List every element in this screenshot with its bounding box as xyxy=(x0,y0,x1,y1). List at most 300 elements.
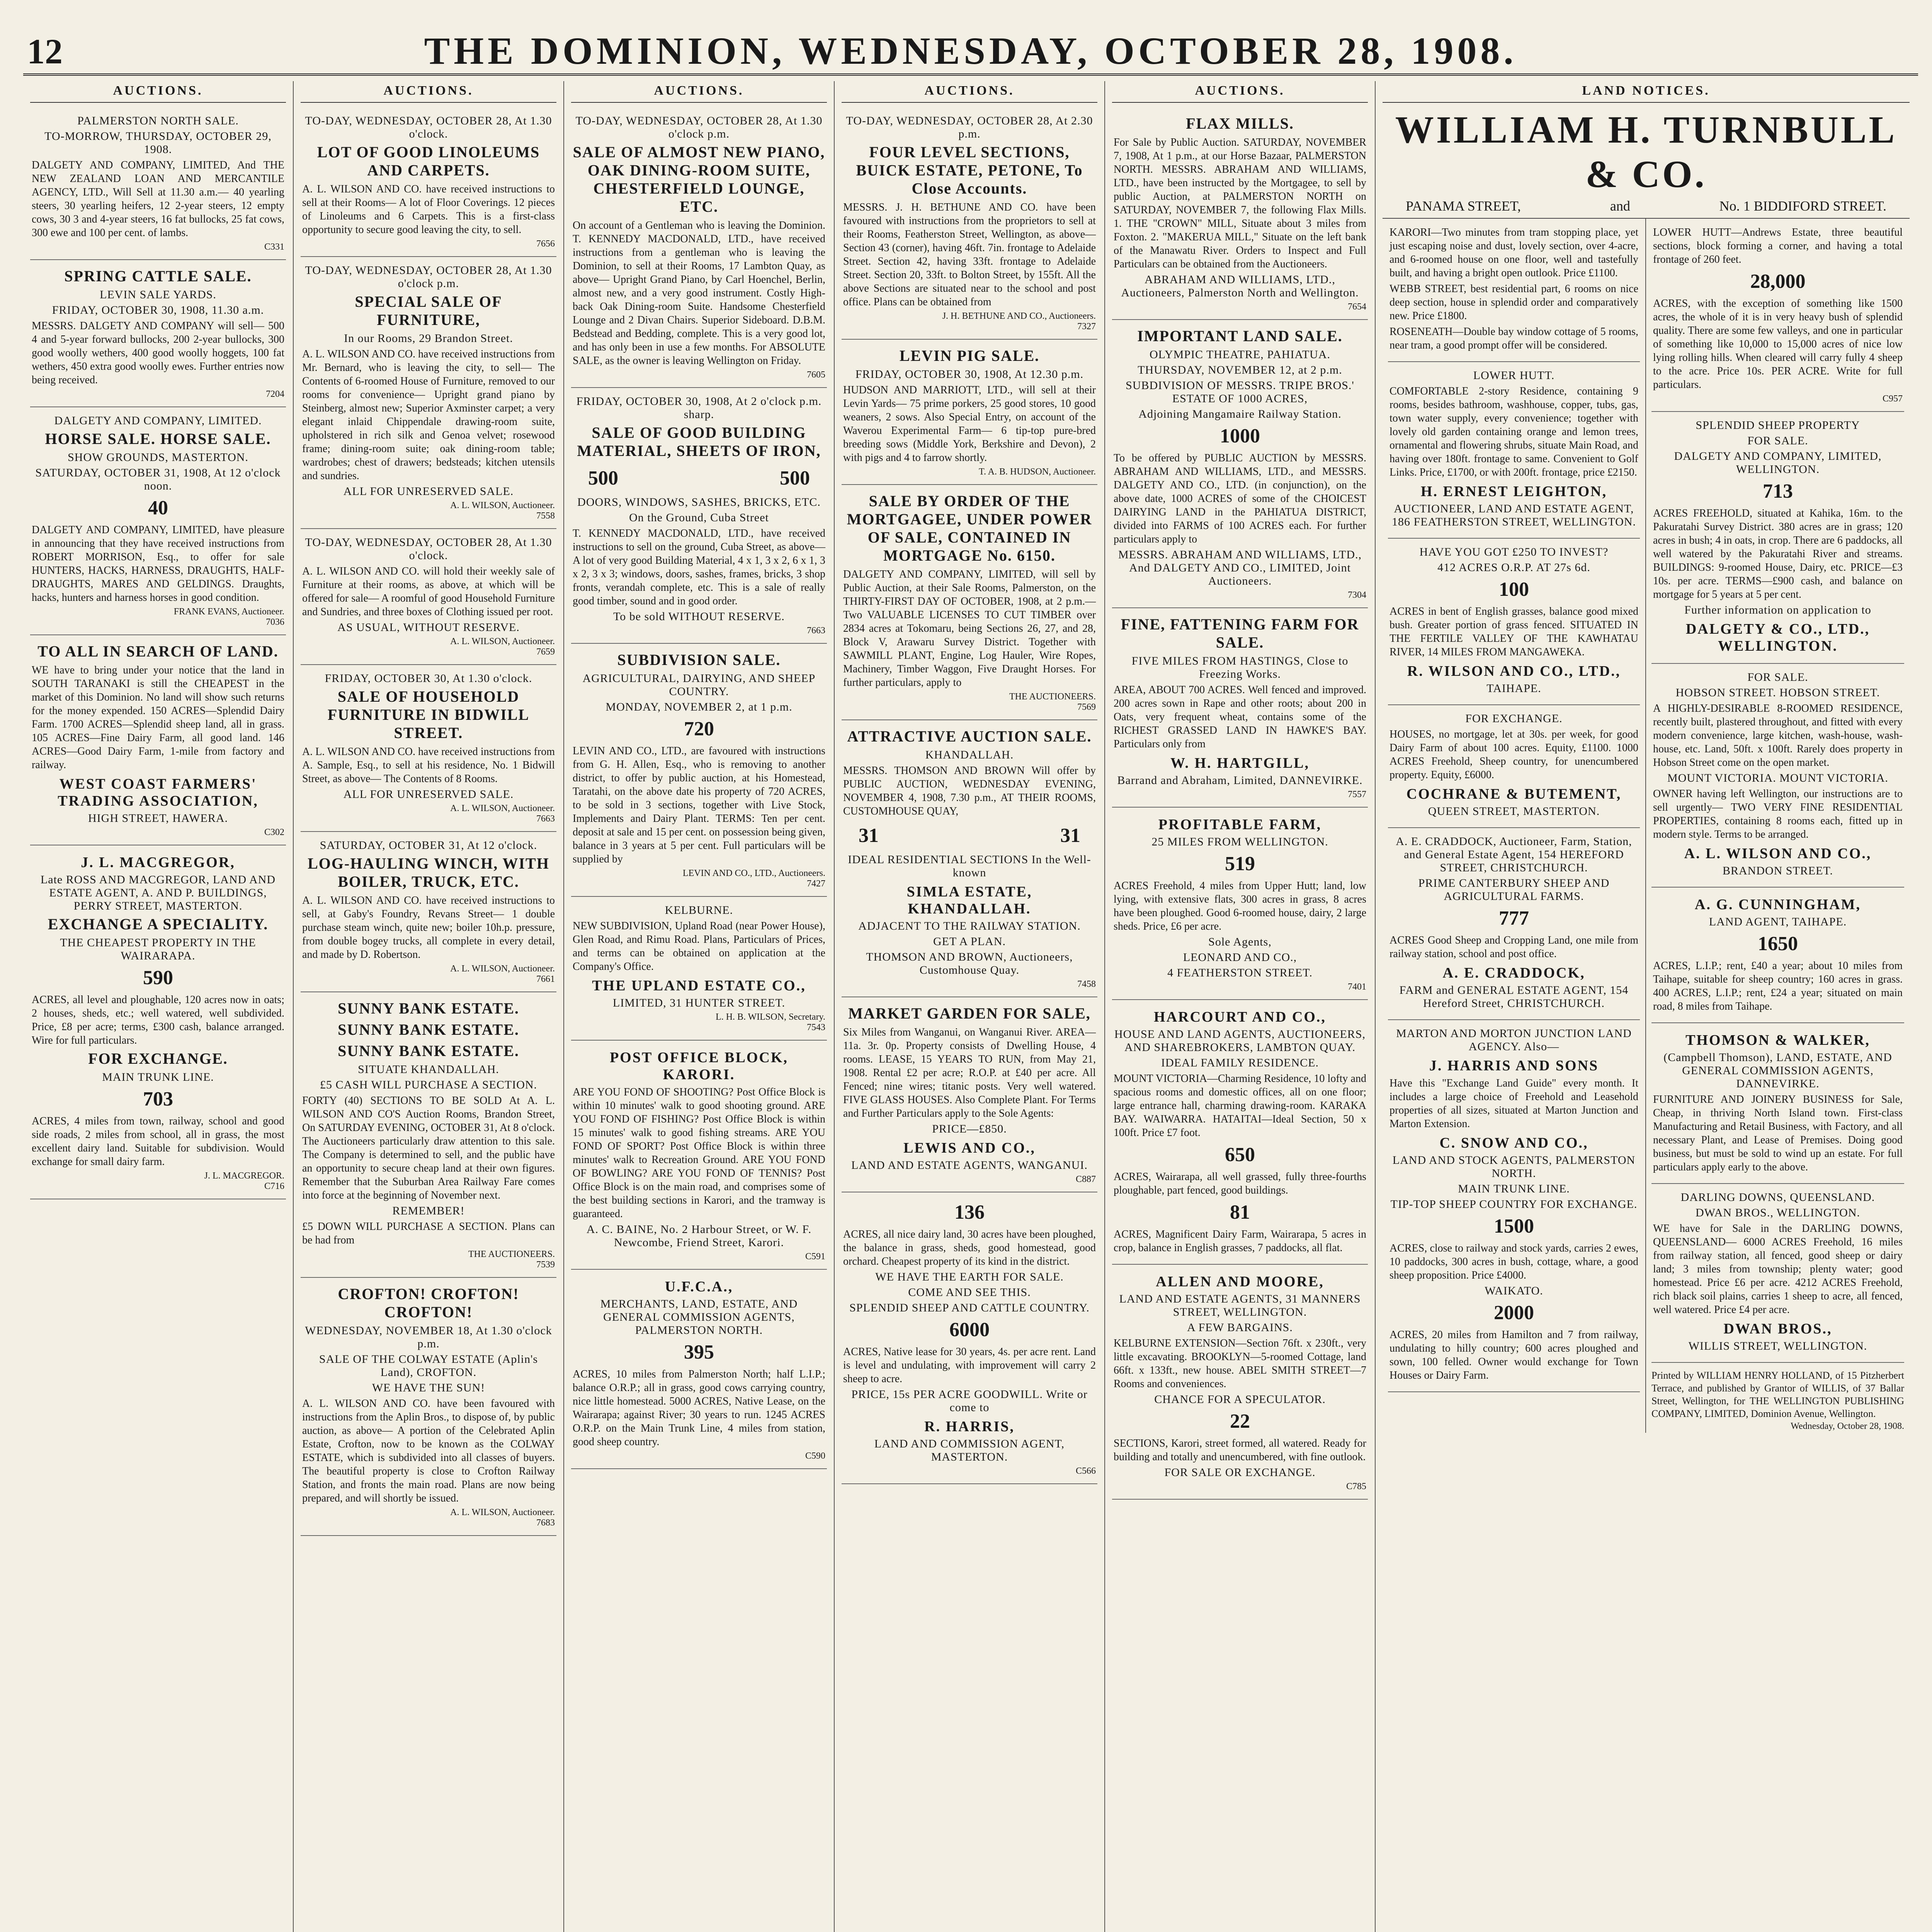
advert-place: SITUATE KHANDALLAH. xyxy=(358,1063,499,1076)
advert xyxy=(1388,1020,1640,1392)
advert-figure-row xyxy=(573,463,825,493)
advert xyxy=(842,485,1097,720)
advert-body: OWNER having left Wellington, our instructions are to sell urgently— TWO VERY FINE RESIDENTIAL PROPERTIES, containing 8 rooms each, fitted up in modern style. Terms to be arranged. xyxy=(1653,788,1903,840)
advert-title: LOWER HUTT. xyxy=(1473,369,1555,382)
advert xyxy=(30,260,286,407)
advert-figure: 519 xyxy=(1225,853,1255,875)
advert-signature: MESSRS. ABRAHAM AND WILLIAMS, LTD., And DALGETY AND CO., LIMITED, Joint Auctioneers. xyxy=(1118,548,1362,587)
advert-body: ACRES, 4 miles from town, railway, school and good side roads, 2 miles from school, all in grass, the most excellent dairy land. Suitable for subdivision. Would exchange for small dairy farm. xyxy=(32,1115,284,1168)
advert-figure: 590 xyxy=(143,967,173,989)
advert-address: HIGH STREET, HAWERA. xyxy=(88,812,228,825)
advert-agent: A. L. WILSON AND CO., xyxy=(1684,845,1872,862)
advert-subtitle: WE HAVE THE SUN! xyxy=(372,1381,485,1394)
advert-body: MESSRS. THOMSON AND BROWN Will offer by PUBLIC AUCTION, WEDNESDAY EVENING, NOVEMBER 4, 1908, 7.30 p.m., AT THEIR ROOMS, CUSTOMHOUSE QUAY, xyxy=(843,765,1096,817)
imprint-date: Wednesday, October 28, 1908. xyxy=(1791,1421,1904,1431)
advert-subtitle: HOBSON STREET. HOBSON STREET. xyxy=(1675,686,1880,699)
advert-title: SUNNY BANK ESTATE. xyxy=(338,1000,519,1017)
advert-body: ACRES, all nice dairy land, 30 acres have been ploughed, the balance in grass, sheds, good homestead, good orchard. Cheapest property of its kind in the district. xyxy=(843,1228,1096,1267)
advert xyxy=(1388,219,1640,362)
advert-subtitle: WAIKATO. xyxy=(1485,1284,1543,1297)
advert-ref: 7327 xyxy=(1077,321,1096,332)
advert xyxy=(1112,107,1368,320)
advert-subtitle: AGRICULTURAL, DAIRYING, AND SHEEP COUNTRY. xyxy=(582,672,816,698)
advert-signature: THE AUCTIONEERS. xyxy=(468,1249,555,1259)
advert-agent: LEWIS AND CO., xyxy=(903,1140,1036,1156)
advert-title: FLAX MILLS. xyxy=(1186,115,1294,132)
advert-title: TO ALL IN SEARCH OF LAND. xyxy=(37,643,279,660)
advert-agent: DALGETY AND COMPANY, LIMITED. xyxy=(54,414,262,427)
advert-body: ACRES, 20 miles from Hamilton and 7 from railway, undulating to hilly country; 600 acres ploughed and sown, 100 felled. Owner would exchange for Town Houses or Dairy Farm. xyxy=(1389,1329,1638,1381)
advert-body: SECTIONS, Karori, street formed, all watered. Ready for building and totally and unencumbered, with fine outlook. xyxy=(1114,1437,1366,1463)
advert-body: ACRES, 10 miles from Palmerston North; half L.I.P.; balance O.R.P.; all in grass, good cows carrying country, nice little homestead. 5000 ACRES, Native Lease, on the Wairarapa; against River; 30 years to run. 1245 ACRES O.R.P. on the Main Trunk Line, 4 miles from station, good sheep country. xyxy=(573,1368,825,1448)
advert-price: PRICE—£850. xyxy=(932,1122,1007,1135)
advert xyxy=(301,257,556,529)
advert-date: TO-DAY, WEDNESDAY, OCTOBER 28, At 1.30 o'clock. xyxy=(305,114,552,140)
advert-agent: SIMLA ESTATE, KHANDALLAH. xyxy=(906,884,1032,917)
advert-body: HUDSON AND MARRIOTT, LTD., will sell at their Levin Yards— 75 prime porkers, 25 good stores, 10 good weaners, 2 sows. Also Special Entry, on account of the Waverou Experimental Farm— 6 tip-top pure-bred breeding sows (Middle York, Berkshire and Devon), 2 with pigs and 4 to farrow shortly. xyxy=(843,384,1096,464)
advert-figure: 136 xyxy=(954,1201,985,1223)
advert-subtitle: DOORS, WINDOWS, SASHES, BRICKS, ETC. xyxy=(577,496,821,509)
column-2 xyxy=(294,81,564,1932)
advert-signature: J. H. BETHUNE AND CO., Auctioneers. xyxy=(942,311,1096,321)
advert xyxy=(842,997,1097,1192)
advert-signature: A. L. WILSON, Auctioneer. xyxy=(450,964,555,974)
advert-subtitle: £5 CASH WILL PURCHASE A SECTION. xyxy=(320,1078,537,1091)
advert-body: ARE YOU FOND OF SHOOTING? Post Office Block is within 10 minutes' walk to good shooting ground. ARE YOU FOND OF FISHING? Post Office Block is within 15 minutes' walk to good fishing streams. ARE YOU FOND OF SPORT? Post Office Block is within three minutes' walk to Recreation Ground. ARE YOU FOND OF BOWLING? ARE YOU FOND OF TENNIS? Post Office Block is on the main road, and comprises some of the best building sections in Karori, and the tramway is guaranteed. xyxy=(573,1086,825,1220)
advert-figure: 81 xyxy=(1230,1201,1250,1223)
advert-body: MOUNT VICTORIA—Charming Residence, 10 lofty and spacious rooms and domestic offices, all on one floor; large entrance hall, charming drawing-room. KARAKA BAY. WAIWARRA. HATAITAI—Ideal Section, 50 x 100ft. Price £7 foot. xyxy=(1114,1073,1366,1139)
advert-title: HORSE SALE. HORSE SALE. xyxy=(45,430,271,447)
advert-subtitle: A FEW BARGAINS. xyxy=(1187,1321,1293,1334)
advert-date: THURSDAY, NOVEMBER 12, at 2 p.m. xyxy=(1138,364,1342,376)
advert-subtitle: THE CHEAPEST PROPERTY IN THE WAIRARAPA. xyxy=(60,936,256,962)
advert xyxy=(842,720,1097,997)
advert-body: ACRES, Native lease for 30 years, 4s. per acre rent. Land is level and undulating, with improvement will carry 2 sheep to acre. xyxy=(843,1346,1096,1385)
advert-date: TO-DAY, WEDNESDAY, OCTOBER 28, At 1.30 o'clock p.m. xyxy=(305,264,552,290)
advert xyxy=(1651,412,1904,664)
advert-subtitle: COME AND SEE THIS. xyxy=(908,1286,1031,1299)
advert-body: ACRES, Magnificent Dairy Farm, Wairarapa, 5 acres in crop, balance in English grasses, 7 paddocks, all flat. xyxy=(1114,1228,1366,1254)
advert-subtitle: DWAN BROS., WELLINGTON. xyxy=(1695,1206,1861,1219)
advert-title: MARKET GARDEN FOR SALE, xyxy=(848,1005,1091,1022)
advert xyxy=(1651,1023,1904,1184)
advert-place: KHANDALLAH. xyxy=(925,748,1014,761)
advert-body: WEBB STREET, best residential part, 6 rooms on nice deep section, house in splendid order and comparatively new. Price £1800. xyxy=(1389,283,1638,322)
advert-subtitle: MERCHANTS, LAND, ESTATE, AND GENERAL COMMISSION AGENTS, PALMERSTON NORTH. xyxy=(600,1298,798,1337)
advert-title: PROFITABLE FARM, xyxy=(1158,816,1322,833)
advert-ref: C302 xyxy=(264,827,284,837)
advert xyxy=(1112,1265,1368,1500)
advert-body: T. KENNEDY MACDONALD, LTD., have received instructions to sell on the ground, Cuba Street, as above— A lot of very good Building Material, 4 x 1, 3 x 2, 6 x 1, 3 x 2, 3 x 3; windows, doors, sashes, frames, bricks, 3 shop fronts, verandah complete, etc. This is a sale of really good timber, sound and in good order. xyxy=(573,527,825,607)
advert xyxy=(1388,539,1640,705)
advert-subtitle: CHANCE FOR A SPECULATOR. xyxy=(1154,1393,1326,1406)
advert-subtitle: Sole Agents, xyxy=(1208,935,1272,948)
advert-signature: A. L. WILSON, Auctioneer. xyxy=(450,803,555,813)
advert-subtitle: 25 MILES FROM WELLINGTON. xyxy=(1151,835,1328,848)
advert xyxy=(1112,320,1368,608)
advert-body: HOUSES, no mortgage, let at 30s. per week, for good Dairy Farm of about 100 acres. Equity, £1100. 1000 ACRES Freehold, Sheep country, for unencumbered property. Equity, £6000. xyxy=(1389,728,1638,781)
advert-body: ACRES, close to railway and stock yards, carries 2 ewes, 10 paddocks, 300 acres in bush, cottage, whare, a good sheep proposition. Price £4000. xyxy=(1389,1242,1638,1281)
land-notice-left xyxy=(1383,219,1646,1433)
advert xyxy=(1112,1000,1368,1265)
advert-figure: 6000 xyxy=(949,1319,990,1341)
advert-subtitle: QUEEN STREET, MASTERTON. xyxy=(1428,805,1600,818)
advert-body: ACRES FREEHOLD, situated at Kahika, 16m. to the Pakuratahi Survey District. 380 acres are in grass; 120 acres in bush; 4 in oats, in crop. There are 6 paddocks, all well watered by the Pakuratahi River and streams. BUILDINGS: 9-roomed House, Dairy, etc. PRICE—£3 10s. per acre. TERMS—£900 cash, and balance on mortgage for 5 years at 5 per cent. xyxy=(1653,507,1903,600)
advert-signature: ABRAHAM AND WILLIAMS, LTD., Auctioneers, Palmerston North and Wellington. xyxy=(1121,273,1359,299)
column-header: AUCTIONS. xyxy=(1112,81,1368,103)
advert xyxy=(30,845,286,1199)
advert-ref: 7661 xyxy=(536,974,555,984)
advert-agent: HARCOURT AND CO., xyxy=(1154,1009,1326,1025)
advert-ref: 7458 xyxy=(1077,979,1096,989)
advert-title: SALE OF HOUSEHOLD FURNITURE IN BIDWILL STREET. xyxy=(327,688,530,742)
advert-subtitle: In our Rooms, 29 Brandon Street. xyxy=(344,332,513,345)
advert-subtitle: ALL FOR UNRESERVED SALE. xyxy=(343,788,514,801)
advert-ref: 7539 xyxy=(536,1260,555,1270)
advert-body: To be offered by PUBLIC AUCTION by MESSRS. ABRAHAM AND WILLIAMS, LTD., and MESSRS. DALGETY AND CO., LTD. (in conjunction), on the above date, 1000 ACRES of some of the CHOICEST DAIRYING LAND in the PAHIATUA DISTRICT, divided into FARMS of 100 ACRES each. For further particulars apply to xyxy=(1114,452,1366,545)
advert-signature: LEVIN AND CO., LTD., Auctioneers. xyxy=(682,868,825,878)
advert-body: COMFORTABLE 2-story Residence, containing 9 rooms, besides bathroom, washhouse, copper, tubs, gas, town water supply, every convenience; together with lovely old garden containing orange and lemon trees, ornamental and flowering shrubs, situate Main Road, and having over 180ft. frontage to same. Convenient to Golf Links. Price, £1700, or with 200ft. frontage, price £2150. xyxy=(1389,385,1638,478)
advert-body: A. L. WILSON AND CO. will hold their weekly sale of Furniture at their rooms, as above, at which will be offered for sale— A roomful of good Household Furniture and Sundries, and three boxes of Clothing issued per root. xyxy=(302,565,555,618)
advert-agent: COCHRANE & BUTEMENT, xyxy=(1406,786,1622,802)
advert-place: PALMERSTON NORTH SALE. xyxy=(77,114,239,127)
advert-body: A HIGHLY-DESIRABLE 8-ROOMED RESIDENCE, recently built, plastered throughout, and fitted with every modern convenience, large kitchen, wash-house, wash-house, etc. Land, 50ft. x 100ft. Rarely does property in Hobson Street come on the open market. xyxy=(1653,702,1903,769)
advert-signature: FRANK EVANS, Auctioneer. xyxy=(173,607,284,617)
advert-ref: 7656 xyxy=(536,239,555,249)
advert-place: On the Ground, Cuba Street xyxy=(629,511,769,524)
advert xyxy=(30,407,286,635)
advert-body: Six Miles from Wanganui, on Wanganui River. AREA—11a. 3r. 0p. Property consists of Dwelling House, 4 rooms. LEASE, 15 YEARS TO RUN, from May 21, 1908. Rental £2 per acre; R.O.P. at £40 per acre. All Fenced; nine wires; titanic posts. Very well watered. FIVE GLASS HOUSES. Also Complete Plant. For Terms and Further Particulars apply to the Sole Agents: xyxy=(843,1026,1096,1119)
turnbull-address-mid: and xyxy=(1610,198,1630,214)
advert-body: LEVIN AND CO., LTD., are favoured with instructions from G. H. Allen, Esq., who is removing to another district, to offer by public auction, at his Homestead, Taratahi, on the above date his property of 720 ACRES, to be sold in 3 sections, together with Live Stock, Implements and Dairy Plant. TERMS: Ten per cent. deposit at sale and 15 per cent. on possession being given, balance in 3 years at 5 per cent. Full particulars will be supplied by xyxy=(573,745,825,865)
advert-body: FORTY (40) SECTIONS TO BE SOLD At A. L. WILSON AND CO'S Auction Rooms, Brandon Street, On SATURDAY EVENING, OCTOBER 31, At 8 o'clock. The Auctioneers particularly draw attention to this sale. The Company is determined to sell, and the public have an opportunity to secure cheap land at their own figures. Remember that the Suburban Area Railway Fare comes into force at the beginning of November next. xyxy=(302,1095,555,1201)
advert-ref: C566 xyxy=(1075,1466,1096,1476)
advert-agent: A. E. CRADDOCK, xyxy=(1442,965,1585,981)
advert-body: ACRES in bent of English grasses, balance good mixed bush. Greater portion of grass fenced. SITUATED IN THE FERTILE VALLEY OF THE KAWHATAU RIVER, 14 MILES FROM MANGAWEKA. xyxy=(1389,605,1638,658)
advert-ref: C591 xyxy=(805,1252,825,1262)
advert-title: IMPORTANT LAND SALE. xyxy=(1137,327,1343,345)
advert xyxy=(1651,1184,1904,1363)
advert xyxy=(571,1270,827,1469)
advert-body: ACRES, L.I.P.; rent, £40 a year; about 10 miles from Taihape, suitable for sheep country; 160 acres in grass. 400 ACRES, L.I.P.; rent, £24 a year; situated on main road, 8 miles from Taihape. xyxy=(1653,960,1903,1012)
advert-ref: 7558 xyxy=(536,511,555,521)
advert xyxy=(1651,219,1904,412)
advert-ref: 7543 xyxy=(807,1022,825,1032)
advert-body: A. L. WILSON AND CO. have been favoured with instructions from the Aplin Bros., to dispose of, by public auction, as above— A portion of the Celebrated Aplin Estate, Crofton, now to be known as the COLWAY ESTATE, which is subdivided into all classes of buyers. The beautiful property is close to Crofton Railway Station, and fronts the main road. Plans are now being prepared, and will shortly be issued. xyxy=(302,1398,555,1504)
advert-agent: J. L. MACGREGOR, xyxy=(81,854,235,871)
advert-body: £5 DOWN WILL PURCHASE A SECTION. Plans can be had from xyxy=(302,1221,555,1246)
advert-subtitle: LAND AND STOCK AGENTS, PALMERSTON NORTH. xyxy=(1392,1154,1636,1180)
advert xyxy=(301,665,556,832)
advert-body: KELBURNE EXTENSION—Section 76ft. x 230ft., very little excavating. BROOKLYN—5-roomed Cottage, land 66ft. x 133ft., new house. ABEL SMITH STREET—7 Rooms and conveniences. xyxy=(1114,1337,1366,1390)
advert xyxy=(842,1192,1097,1484)
column-header: AUCTIONS. xyxy=(30,81,286,103)
advert-figure: 500 xyxy=(588,467,618,489)
advert-date: SATURDAY, OCTOBER 31, 1908, At 12 o'clock noon. xyxy=(35,466,281,492)
advert-title: MARTON AND MORTON JUNCTION LAND AGENCY. Also— xyxy=(1396,1027,1632,1053)
advert-place: MAIN TRUNK LINE. xyxy=(102,1071,214,1083)
advert-body: ACRES, Wairarapa, all well grassed, fully three-fourths ploughable, part fenced, good buildings. xyxy=(1114,1171,1366,1196)
advert-body: ACRES Good Sheep and Cropping Land, one mile from railway station, school and post office. xyxy=(1389,934,1638,960)
advert-title: FOUR LEVEL SECTIONS, BUICK ESTATE, PETONE, To Close Accounts. xyxy=(856,143,1083,197)
advert-body: ROSENEATH—Double bay window cottage of 5 rooms, near tram, a good prompt offer will be considered. xyxy=(1389,326,1638,351)
advert-ref: 7036 xyxy=(266,617,284,627)
advert-title: POST OFFICE BLOCK, KARORI. xyxy=(610,1049,788,1083)
advert-title: SUNNY BANK ESTATE. xyxy=(338,1021,519,1038)
advert-subtitle: A. E. CRADDOCK, Auctioneer, Farm, Station, and General Estate Agent, 154 HEREFORD STREET, CHRISTCHURCH. xyxy=(1396,835,1632,874)
advert-figure: 713 xyxy=(1763,480,1793,502)
advert-ref: 7204 xyxy=(266,389,284,399)
masthead xyxy=(23,27,1918,76)
advert-body: On account of a Gentleman who is leaving the Dominion. T. KENNEDY MACDONALD, LTD., have received instructions from a gentleman who is leaving the Dominion, to sell at their Rooms, 17 Lambton Quay, as above— Upright Grand Piano, by Carl Hoenchel, Berlin, almost new, and a very good instrument. Costly High-back Oak Dining-room Suite. Handsome Chesterfield Lounge and 2 Divan Chairs. Superior Sideboard. D.B.M. Bedstead and Bedding, complete. This is a very good lot, and has only been in use a few months. For ABSOLUTE SALE, as the owner is leaving Wellington on Friday. xyxy=(573,219,825,367)
printer-imprint xyxy=(1651,1369,1904,1433)
advert-body: Have this "Exchange Land Guide" every month. It includes a large choice of Freehold and Leasehold properties of all sizes, situated at Marton Junction and Marton Extension. xyxy=(1389,1077,1638,1130)
advert-subtitle: FOR SALE OR EXCHANGE. xyxy=(1164,1466,1316,1479)
advert xyxy=(571,644,827,897)
advert-ref: 7304 xyxy=(1348,590,1366,600)
advert-agent: H. ERNEST LEIGHTON, xyxy=(1420,483,1607,500)
advert xyxy=(1112,608,1368,808)
advert-place: LEVIN SALE YARDS. xyxy=(100,288,216,301)
advert-title: SPECIAL SALE OF FURNITURE, xyxy=(355,293,502,328)
advert-body: ACRES, all level and ploughable, 120 acres now in oats; 2 houses, sheds, etc.; well watered, well subdivided. Price, £8 per acre; terms, £300 cash, balance arranged. Wire for full particulars. xyxy=(32,994,284,1046)
advert-subtitle: 4 FEATHERSTON STREET. xyxy=(1167,966,1313,979)
advert-ref: C887 xyxy=(1075,1174,1096,1184)
advert-body: MESSRS. J. H. BETHUNE AND CO. have been favoured with instructions from the proprietors to sell at their Rooms, Featherston Street, Wellington, as above— Section 43 (corner), having 46ft. 7in. frontage to Adelaide Street. Section 42, having 33ft. frontage to Adelaide Street. Section 20, 33ft. to Bolton Street, by 155ft. All the above Sections are situated near to the school and post office. Plans can be obtained from xyxy=(843,201,1096,308)
turnbull-heading: WILLIAM H. TURNBULL & CO. xyxy=(1395,108,1897,196)
advert-figure: 31 xyxy=(859,825,879,847)
advert-ref: 7401 xyxy=(1348,982,1366,992)
advert xyxy=(1388,705,1640,828)
advert-subtitle: 412 ACRES O.R.P. AT 27s 6d. xyxy=(1437,561,1590,574)
advert-body: A. L. WILSON AND CO. have received instructions from Mr. Bernard, who is leaving the city, to sell— The Contents of 6-roomed House of Furniture, removed to our rooms for convenience— Upright grand piano by Steinberg, almost new; Superior Axminster carpet; a very elegant inlaid Chippendale drawing-room suite, upholstered in rich silk and Genoa velvet; rosewood frame; dining-room suite; oak dining-room table; wardrobes; chest of drawers; bedsteads; kitchen utensils and sundries. xyxy=(302,348,555,482)
advert-body: A. L. WILSON AND CO. have received instructions to sell at their Rooms— A lot of Floor Coverings. 12 pieces of Linoleums and 6 Carpets. This is a first-class opportunity to secure good leaving the city, to sell. xyxy=(302,183,555,236)
advert-figure: 1000 xyxy=(1220,425,1260,447)
advert-price: PRICE, 15s PER ACRE GOODWILL. Write or come to xyxy=(851,1388,1088,1414)
advert xyxy=(1112,808,1368,1000)
advert-title: DARLING DOWNS, QUEENSLAND. xyxy=(1680,1191,1875,1204)
advert xyxy=(571,388,827,644)
advert-subtitle: BRANDON STREET. xyxy=(1722,864,1833,877)
advert xyxy=(301,1278,556,1536)
advert-subtitle: Barrand and Abraham, Limited, DANNEVIRKE. xyxy=(1117,774,1363,787)
advert-subtitle: WE HAVE THE EARTH FOR SALE. xyxy=(875,1270,1064,1283)
advert-subtitle: FOR SALE. xyxy=(1747,434,1808,447)
turnbull-address xyxy=(1383,198,1910,219)
advert-signature: L. H. B. WILSON, Secretary. xyxy=(716,1012,825,1022)
column-4 xyxy=(835,81,1105,1932)
advert-title: LOG-HAULING WINCH, WITH BOILER, TRUCK, ETC. xyxy=(308,855,549,890)
land-notice-right xyxy=(1646,219,1910,1433)
advert xyxy=(1651,664,1904,888)
advert-signature: THOMSON AND BROWN, Auctioneers, Customhouse Quay. xyxy=(866,951,1073,976)
advert-title: LOT OF GOOD LINOLEUMS AND CARPETS. xyxy=(317,143,540,179)
advert-signature: J. L. MACGREGOR. xyxy=(204,1171,284,1181)
advert-ref: 7663 xyxy=(536,814,555,824)
advert-subtitle: ALL FOR UNRESERVED SALE. xyxy=(343,485,514,498)
advert-agent: THOMSON & WALKER, xyxy=(1685,1032,1870,1048)
advert-body: ACRES Freehold, 4 miles from Upper Hutt; land, low lying, with extensive flats, 300 acres in grass, 8 acres have been ploughed. Good 6-roomed house, dairy, 2 large sheds. Price, £6 per acre. xyxy=(1114,880,1366,932)
advert-ref: 7659 xyxy=(536,647,555,657)
advert-agent: DWAN BROS., xyxy=(1723,1321,1832,1337)
advert-subtitle: SALE OF THE COLWAY ESTATE (Aplin's Land), CROFTON. xyxy=(319,1353,538,1379)
advert-figure: 720 xyxy=(684,718,714,740)
newspaper-title: THE DOMINION, WEDNESDAY, OCTOBER 28, 1908. xyxy=(424,29,1517,72)
advert-figure-row xyxy=(843,820,1096,851)
advert-date: TO-DAY, WEDNESDAY, OCTOBER 28, At 1.30 o'clock. xyxy=(305,536,552,562)
advert-place: SHOW GROUNDS, MASTERTON. xyxy=(68,451,248,464)
advert-agent: LEONARD AND CO., xyxy=(1183,951,1297,964)
advert-ref: C331 xyxy=(264,242,284,252)
advert xyxy=(842,340,1097,485)
imprint-text: Printed by WILLIAM HENRY HOLLAND, of 15 Pitzherbert Terrace, and published by Grantor of WILLIS, of 37 Ballar Street, Wellington, for THE WELLINGTON PUBLISHING COMPANY, LIMITED, Dominion Avenue, Wellington. xyxy=(1651,1370,1904,1419)
advert-title: ATTRACTIVE AUCTION SALE. xyxy=(847,728,1092,745)
advert-date: FRIDAY, OCTOBER 30, At 1.30 o'clock. xyxy=(325,672,532,685)
advert xyxy=(30,107,286,260)
advert-title: SUBDIVISION SALE. xyxy=(617,651,781,668)
advert-subtitle: (Campbell Thomson), LAND, ESTATE, AND GENERAL COMMISSION AGENTS, DANNEVIRKE. xyxy=(1663,1051,1892,1090)
column-1 xyxy=(23,81,294,1932)
column-3 xyxy=(564,81,835,1932)
advert-date: MONDAY, NOVEMBER 2, at 1 p.m. xyxy=(605,701,793,713)
advert xyxy=(1388,362,1640,539)
advert-subtitle: SPLENDID SHEEP AND CATTLE COUNTRY. xyxy=(849,1301,1090,1314)
advert-figure: 2000 xyxy=(1494,1302,1534,1324)
advert-subtitle: Late ROSS AND MACGREGOR, LAND AND ESTATE AGENT, A. AND P. BUILDINGS, PERRY STREET, MASTERTON. xyxy=(40,873,276,912)
advert-ref: C957 xyxy=(1882,394,1903,404)
advert-figure: 703 xyxy=(143,1088,173,1110)
advert-subtitle: TAIHAPE. xyxy=(1486,682,1541,695)
advert-signature: A. L. WILSON, Auctioneer. xyxy=(450,636,555,646)
advert-date: TO-DAY, WEDNESDAY, OCTOBER 28, At 1.30 o'clock p.m. xyxy=(575,114,823,140)
advert-ref: 7605 xyxy=(807,370,825,380)
advert xyxy=(1388,828,1640,1020)
advert-body: LOWER HUTT—Andrews Estate, three beautiful sections, block forming a corner, and having a total frontage of 260 feet. xyxy=(1653,226,1903,265)
advert-figure: 777 xyxy=(1499,907,1529,929)
column-5 xyxy=(1105,81,1376,1932)
advert xyxy=(842,107,1097,340)
advert-figure: 1500 xyxy=(1494,1215,1534,1237)
advert xyxy=(571,1041,827,1270)
advert-ref: C716 xyxy=(264,1181,284,1191)
advert-figure: 100 xyxy=(1499,578,1529,600)
advert-date: FRIDAY, OCTOBER 30, 1908, At 2 o'clock p.m. sharp. xyxy=(576,395,822,421)
advert-subtitle: AUCTIONEER, LAND AND ESTATE AGENT, 186 FEATHERSTON STREET, WELLINGTON. xyxy=(1392,502,1636,528)
advert-date: FRIDAY, OCTOBER 30, 1908, At 12.30 p.m. xyxy=(855,368,1084,381)
page-number: 12 xyxy=(27,32,63,71)
advert-agent: U.F.C.A., xyxy=(665,1279,733,1295)
advert-title: SPLENDID SHEEP PROPERTY xyxy=(1696,419,1860,432)
advert-date: TO-DAY, WEDNESDAY, OCTOBER 28, At 2.30 p.m. xyxy=(846,114,1093,140)
advert-subtitle: FARM and GENERAL ESTATE AGENT, 154 Hereford Street, CHRISTCHURCH. xyxy=(1399,984,1629,1010)
advert-subtitle: Further information on application to xyxy=(1684,604,1871,616)
column-header: AUCTIONS. xyxy=(842,81,1097,103)
advert-subtitle: AS USUAL, WITHOUT RESERVE. xyxy=(337,621,520,634)
advert-title: CROFTON! CROFTON! CROFTON! xyxy=(338,1285,519,1321)
advert-figure: 22 xyxy=(1230,1410,1250,1432)
advert-body: WE have to bring under your notice that the land in SOUTH TARANAKI is still the CHEAPEST in the market of this Dominion. No land will show such returns for the money expended. 150 ACRES—Splendid Dairy Farm. 1700 ACRES—Splendid sheep land, all in grass. 105 ACRES—Fine Dairy Farm, all good land. 146 ACRES—Good Dairy Farm, 1-mile from factory and railway. xyxy=(32,664,284,771)
advert-place: KELBURNE. xyxy=(665,904,733,917)
advert-agent: A. G. CUNNINGHAM, xyxy=(1695,896,1861,913)
advert-body: DALGETY AND COMPANY, LIMITED, will sell by Public Auction, at their Sale Rooms, Palmerston, on the THIRTY-FIRST DAY OF OCTOBER, 1908, at 2 p.m.— Two VALUABLE LICENSES TO CUT TIMBER over 2834 acres at Tokomaru, being Sections 26, 27, and 28, Block V, Arawaru Survey District. Together with SAWMILL PLANT, Engine, Log Hauler, Wire Ropes, Machinery, Timber Waggon, Five Draught Horses. For further particulars, apply to xyxy=(843,568,1096,689)
advert-agent: C. SNOW AND CO., xyxy=(1439,1135,1588,1151)
advert-subtitle: Adjoining Mangamaire Railway Station. xyxy=(1138,408,1342,420)
advert-figure: 500 xyxy=(780,467,810,489)
advert-agent: DALGETY & CO., LTD., WELLINGTON. xyxy=(1685,621,1870,654)
advert-date: WEDNESDAY, NOVEMBER 18, At 1.30 o'clock p.m. xyxy=(305,1324,552,1350)
advert-title: LEVIN PIG SALE. xyxy=(899,347,1040,364)
advert-figure: 31 xyxy=(1060,825,1080,847)
advert-body: FURNITURE AND JOINERY BUSINESS for Sale, Cheap, in thriving North Island town. First-class Manufacturing and Retail Business, with Factory, and all necessary Plant, and Lease of Premises. Doing good business, but must be sold to wind up an estate. For full particulars apply early to the above. xyxy=(1653,1094,1903,1173)
land-notice-subcolumns xyxy=(1383,219,1910,1433)
advert-title: FOR EXCHANGE. xyxy=(88,1050,228,1067)
advert-subtitle: FIVE MILES FROM HASTINGS, Close to Freezing Works. xyxy=(1131,655,1349,680)
advert-title: HAVE YOU GOT £250 TO INVEST? xyxy=(1419,546,1609,558)
advert-ref: C590 xyxy=(805,1451,825,1461)
advert-subtitle: To be sold WITHOUT RESERVE. xyxy=(613,610,785,623)
advert-ref: 7654 xyxy=(1348,302,1366,312)
advert xyxy=(301,529,556,665)
advert-agent: J. HARRIS AND SONS xyxy=(1429,1058,1599,1074)
columns xyxy=(23,81,1918,1932)
advert-agent: R. WILSON AND CO., LTD., xyxy=(1407,663,1621,679)
advert-subtitle: LAND AND COMMISSION AGENT, MASTERTON. xyxy=(874,1437,1065,1463)
advert-signature: A. L. WILSON, Auctioneer. xyxy=(450,500,555,510)
advert-signature: A. C. BAINE, No. 2 Harbour Street, or W. F. Newcombe, Friend Street, Karori. xyxy=(586,1223,812,1249)
advert-subtitle: GET A PLAN. xyxy=(933,935,1006,948)
advert-ref: 7683 xyxy=(536,1518,555,1528)
advert-agent: WEST COAST FARMERS' TRADING ASSOCIATION, xyxy=(58,776,259,809)
advert-figure: 650 xyxy=(1225,1144,1255,1166)
advert-title: FOR EXCHANGE. xyxy=(1465,712,1563,725)
advert xyxy=(301,832,556,992)
advert xyxy=(571,897,827,1041)
column-6-land-notices xyxy=(1376,81,1917,1932)
advert-body: AREA, ABOUT 700 ACRES. Well fenced and improved. 200 acres sown in Rape and other roots; about 200 in Oats, very frequent wheat, contains some of the RICHEST GRASSED LAND IN HAWKE'S BAY. Particulars only from xyxy=(1114,684,1366,750)
advert-body: MESSRS. DALGETY AND COMPANY will sell— 500 4 and 5-year forward bullocks, 200 2-year bullocks, 300 good woolly wethers, 400 good woolly hoggets, 100 fat wethers, 450 extra good woolly ewes. Further entries now being received. xyxy=(32,320,284,386)
advert-title: FOR SALE. xyxy=(1747,671,1808,684)
advert-date: FRIDAY, OCTOBER 30, 1908, 11.30 a.m. xyxy=(52,304,264,316)
advert-subtitle: MAIN TRUNK LINE. xyxy=(1458,1182,1570,1195)
advert-agent: DALGETY AND COMPANY, LIMITED, WELLINGTON. xyxy=(1674,450,1882,476)
advert-body: ACRES, with the exception of something like 1500 acres, the whole of it is in very heavy bush of splendid quality. There are some few valleys, and one in particular of something like 10,000 to 15,000 acres of nice low lying rolling hills. When cleared will carry fully 4 sheep to the acre. Price 10s. PER ACRE. Write for full particulars. xyxy=(1653,298,1903,391)
advert-figure: 28,000 xyxy=(1750,270,1806,293)
advert-ref: 7557 xyxy=(1348,789,1366,799)
advert-subtitle: REMEMBER! xyxy=(392,1204,465,1217)
column-header: LAND NOTICES. xyxy=(1383,81,1910,103)
advert-body: For Sale by Public Auction. SATURDAY, NOVEMBER 7, 1908, At 1 p.m., at our Horse Bazaar, PALMERSTON NORTH. MESSRS. ABRAHAM AND WILLIAMS, LTD., have been instructed by the Mortgagee, to sell by public Auction, at PALMERSTON NORTH on SATURDAY, NOVEMBER 7, the following Flax Mills. 1. THE "CROWN" MILL, Situate about 3 miles from Foxton. 2. "MAKERUA MILL," Situate on the left bank of the Manawatu River. Orders to Inspect and Full Particulars can be obtained from the Auctioneers. xyxy=(1114,136,1366,270)
advert-subtitle: LIMITED, 31 HUNTER STREET. xyxy=(612,997,786,1009)
advert-subtitle: LAND AGENT, TAIHAPE. xyxy=(1709,915,1847,928)
advert-figure: 1650 xyxy=(1758,933,1798,955)
advert-signature: A. L. WILSON, Auctioneer. xyxy=(450,1507,555,1517)
advert-subtitle: HOUSE AND LAND AGENTS, AUCTIONEERS, AND SHAREBROKERS, LAMBTON QUAY. xyxy=(1114,1028,1366,1054)
advert-body: DALGETY AND COMPANY, LIMITED, have pleasure in announcing that they have received instructions from ROBERT MORRISON, Esq., to offer for sale HUNTERS, HACKS, HARNESS, DRAUGHTS, HALF-DRAUGHTS, MARES AND GELDINGS. Draughts, hacks, hunters and harness horses in good condition. xyxy=(32,524,284,604)
advert-title: SALE OF GOOD BUILDING MATERIAL, SHEETS OF IRON, xyxy=(577,424,821,459)
advert-figure: 395 xyxy=(684,1341,714,1363)
advert-agent: ALLEN AND MOORE, xyxy=(1156,1274,1324,1290)
advert-agent: W. H. HARTGILL, xyxy=(1170,755,1310,771)
advert-place: OLYMPIC THEATRE, PAHIATUA. xyxy=(1149,348,1331,361)
turnbull-address-right: No. 1 BIDDIFORD STREET. xyxy=(1719,198,1886,214)
advert-ref: 7427 xyxy=(807,879,825,889)
advert-subtitle: SUBDIVISION OF MESSRS. TRIPE BROS.' ESTATE OF 1000 ACRES, xyxy=(1126,379,1354,405)
advert-title: SUNNY BANK ESTATE. xyxy=(338,1042,519,1060)
advert-subtitle: MOUNT VICTORIA. MOUNT VICTORIA. xyxy=(1667,772,1888,784)
column-header: AUCTIONS. xyxy=(301,81,556,103)
advert-body: KARORI—Two minutes from tram stopping place, yet just escaping noise and dust, lovely section, over 4-acre, and 6-roomed house on one floor, well and tastefully built, and having a bright open outlook. Price £1100. xyxy=(1389,226,1638,279)
advert-ref: 7663 xyxy=(807,626,825,636)
